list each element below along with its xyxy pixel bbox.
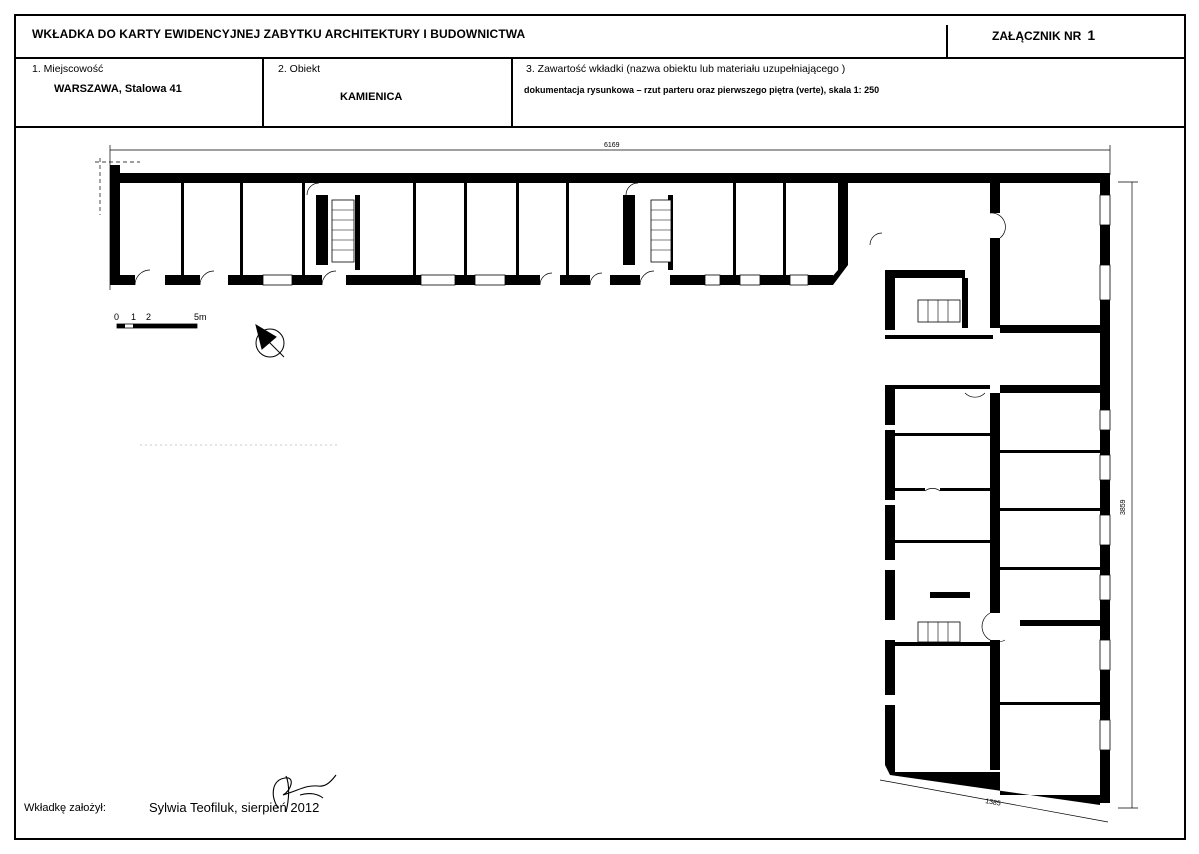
locality-value: WARSZAWA, Stalowa 41 <box>54 83 182 95</box>
staircases <box>332 200 960 642</box>
annex-label-text: ZAŁĄCZNIK NR <box>992 29 1082 43</box>
locality-label: 1. Miejscowość <box>32 63 104 75</box>
north-arrow-icon <box>256 325 284 357</box>
footer-author: Sylwia Teofiluk, sierpień 2012 <box>149 800 320 815</box>
content-value: dokumentacja rysunkowa – rzut parteru oraz pierwszego piętra (verte), skala 1: 250 <box>524 85 880 95</box>
signature <box>273 775 336 812</box>
content-label: 3. Zawartość wkładki (nazwa obiektu lub materiału uzupełniającego ) <box>526 63 846 75</box>
annex-number: 1 <box>1087 27 1096 43</box>
object-value: KAMIENICA <box>340 91 403 103</box>
dim-top-label: 6169 <box>604 142 620 149</box>
walls <box>110 165 1110 805</box>
dimension-lines <box>95 145 1138 822</box>
object-label: 2. Obiekt <box>278 63 321 75</box>
footer-label: Wkładkę założył: <box>24 802 106 814</box>
dim-bottom-label: 1385 <box>984 798 1002 808</box>
door-arcs <box>135 183 1005 642</box>
scale-tick-2: 2 <box>146 312 152 322</box>
scale-tick-5m: 5m <box>194 312 207 322</box>
scale-tick-1: 1 <box>131 312 137 322</box>
document-title: WKŁADKA DO KARTY EWIDENCYJNEJ ZABYTKU ARCHITEKTURY I BUDOWNICTWA <box>32 27 526 41</box>
dim-right-label: 3859 <box>1120 499 1127 515</box>
scale-tick-0: 0 <box>114 312 120 322</box>
scale-bar <box>114 312 207 328</box>
